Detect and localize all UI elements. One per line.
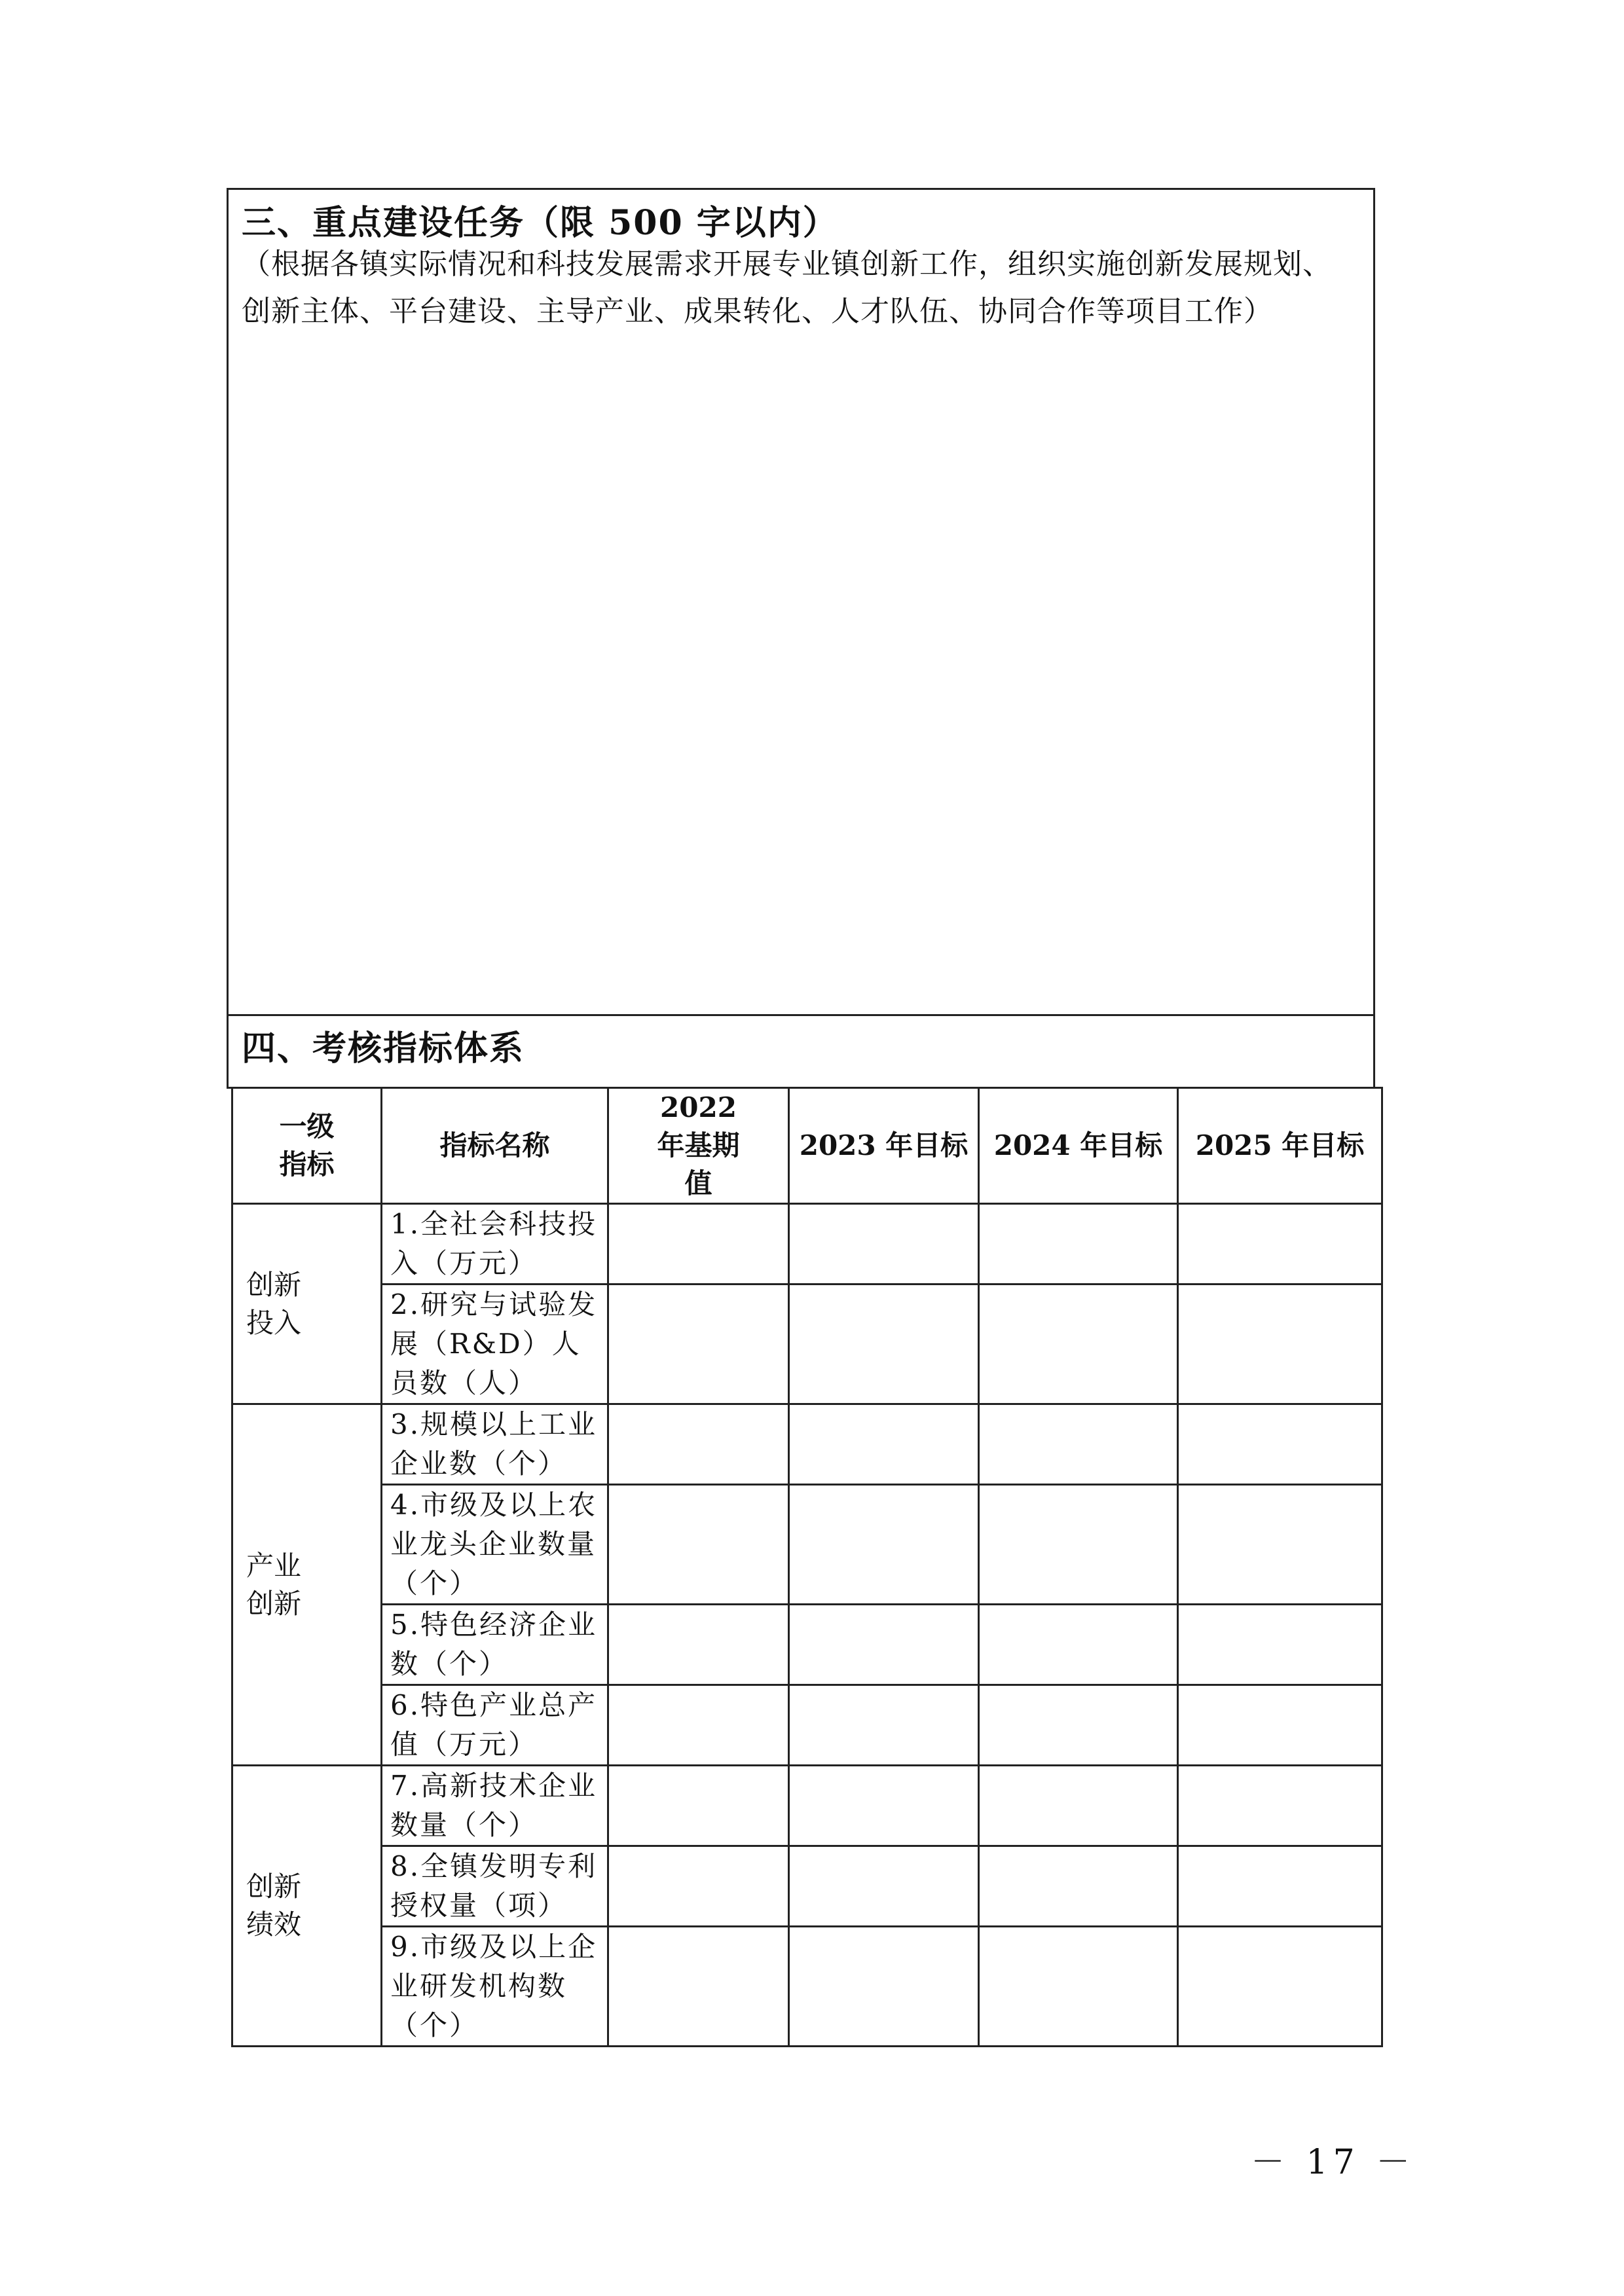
header-2024-target: 2024 年目标 [979,1088,1178,1204]
kpi-table [231,1087,1383,2047]
value-cell[interactable] [608,1404,789,1485]
indicator-name: 2.研究与试验发展（R&D）人员数（人） [382,1285,608,1404]
value-cell[interactable] [789,1404,979,1485]
value-cell[interactable] [608,1605,789,1685]
indicator-name: 6.特色产业总产值（万元） [382,1685,608,1766]
value-cell[interactable] [789,1927,979,2047]
value-cell[interactable] [979,1404,1178,1485]
table-row [232,1485,1382,1605]
section3-note: （根据各镇实际情况和科技发展需求开展专业镇创新工作，组织实施创新发展规划、创新主体、平台建设、主导产业、成果转化、人才队伍、协同合作等项目工作） [242,247,1332,328]
value-cell[interactable] [1178,1927,1382,2047]
value-cell[interactable] [979,1846,1178,1927]
value-cell[interactable] [789,1204,979,1285]
value-cell[interactable] [1178,1605,1382,1685]
value-cell[interactable] [1178,1685,1382,1766]
value-cell[interactable] [1178,1285,1382,1404]
table-row [232,1204,1382,1285]
header-2025-target: 2025 年目标 [1178,1088,1382,1204]
category-cell: 产业创新 [232,1404,382,1766]
value-cell[interactable] [1178,1404,1382,1485]
header-2023-target: 2023 年目标 [789,1088,979,1204]
indicator-name: 3.规模以上工业企业数（个） [382,1404,608,1485]
value-cell[interactable] [789,1766,979,1846]
section3-box [227,188,1375,1016]
header-level1: 一级指标 [232,1088,382,1204]
value-cell[interactable] [1178,1846,1382,1927]
table-row [232,1846,1382,1927]
value-cell[interactable] [789,1685,979,1766]
section4-heading-box [227,1014,1375,1089]
value-cell[interactable] [979,1285,1178,1404]
value-cell[interactable] [608,1485,789,1605]
value-cell[interactable] [979,1485,1178,1605]
value-cell[interactable] [789,1605,979,1685]
table-row [232,1927,1382,2047]
value-cell[interactable] [979,1204,1178,1285]
indicator-name: 7.高新技术企业数量（个） [382,1766,608,1846]
section3-heading: 三、重点建设任务（限 500 字以内） [242,203,838,243]
value-cell[interactable] [608,1927,789,2047]
value-cell[interactable] [608,1766,789,1846]
category-cell: 创新投入 [232,1204,382,1404]
indicator-name: 5.特色经济企业数（个） [382,1605,608,1685]
category-cell: 创新绩效 [232,1766,382,2047]
value-cell[interactable] [1178,1204,1382,1285]
value-cell[interactable] [979,1685,1178,1766]
value-cell[interactable] [979,1766,1178,1846]
value-cell[interactable] [608,1285,789,1404]
table-header-row [232,1088,1382,1204]
value-cell[interactable] [979,1927,1178,2047]
table-row [232,1766,1382,1846]
header-2022-base: 2022 年基期值 [608,1088,789,1204]
indicator-name: 8.全镇发明专利授权量（项） [382,1846,608,1927]
table-row [232,1285,1382,1404]
section4-heading: 四、考核指标体系 [242,1029,525,1068]
value-cell[interactable] [608,1685,789,1766]
value-cell[interactable] [1178,1485,1382,1605]
value-cell[interactable] [979,1605,1178,1685]
value-cell[interactable] [1178,1766,1382,1846]
table-row [232,1685,1382,1766]
table-row [232,1605,1382,1685]
indicator-name: 9.市级及以上企业研发机构数（个） [382,1927,608,2047]
value-cell[interactable] [608,1204,789,1285]
value-cell[interactable] [789,1485,979,1605]
value-cell[interactable] [789,1285,979,1404]
header-indicator-name: 指标名称 [382,1088,608,1204]
table-row [232,1404,1382,1485]
value-cell[interactable] [608,1846,789,1927]
indicator-name: 1.全社会科技投入（万元） [382,1204,608,1285]
page-number: － 17 － [1251,2143,1416,2182]
indicator-name: 4.市级及以上农业龙头企业数量（个） [382,1485,608,1605]
value-cell[interactable] [789,1846,979,1927]
